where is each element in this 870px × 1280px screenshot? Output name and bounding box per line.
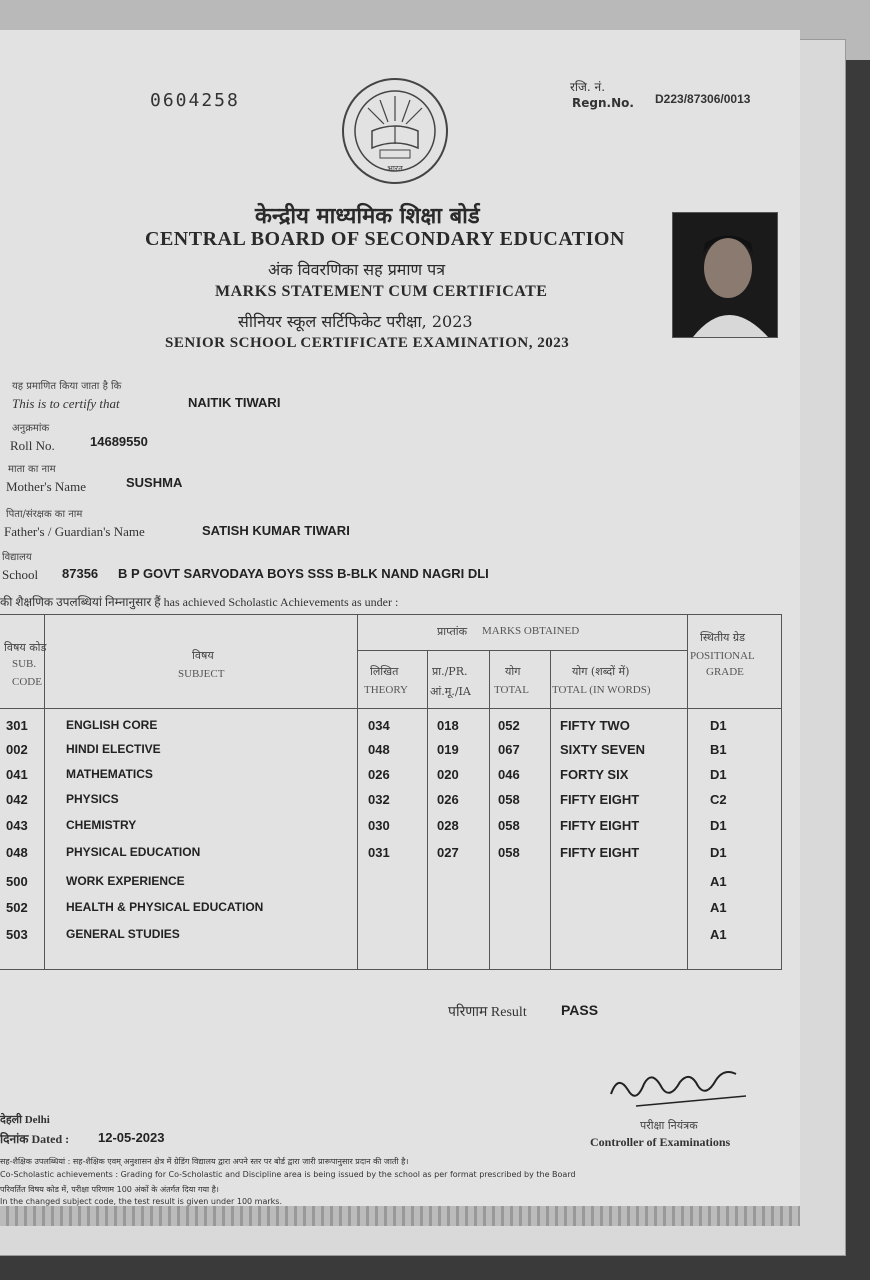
school-label: School <box>2 567 39 582</box>
cell-ia: 019 <box>437 742 459 757</box>
certify-label: This is to certify that <box>12 396 120 411</box>
cell-total-words: FIFTY TWO <box>560 718 630 733</box>
board-name-hindi: केन्द्रीय माध्यमिक शिक्षा बोर्ड <box>255 203 480 229</box>
cell-code: 301 <box>6 718 28 733</box>
footnote-hindi-1: सह-शैक्षिक उपलब्धियां : सह-शैक्षिक एवम् अनुशासन क्षेत्र में ग्रेडिंग विद्यालय द्वारा अपने स्तर पर बोर्ड द्वारा जारी प्रारूपानुसार प्रदान की जाती है। <box>0 1157 409 1166</box>
cell-grade: B1 <box>710 742 727 757</box>
cell-subject: PHYSICS <box>66 792 119 806</box>
header-code-2: CODE <box>12 676 42 688</box>
header-subject-hindi: विषय <box>192 649 214 662</box>
footnote-1: Co-Scholastic achievements : Grading for Co-Scholastic and Discipline area is being issued by the school as per format prescribed by the Board <box>0 1170 576 1179</box>
cell-total-words: FORTY SIX <box>560 767 629 782</box>
cell-total-words: FIFTY EIGHT <box>560 818 640 833</box>
cell-ia: 026 <box>437 792 459 807</box>
header-grade-hindi: स्थितीय ग्रेड <box>700 631 746 644</box>
date-of-issue: 12-05-2023 <box>98 1130 165 1145</box>
statement-title: MARKS STATEMENT CUM CERTIFICATE <box>215 283 548 300</box>
roll-label-hindi: अनुक्रमांक <box>12 423 50 434</box>
student-name: NAITIK TIWARI <box>188 395 281 410</box>
col-divider <box>550 650 551 970</box>
header-marks-hindi: प्राप्तांक <box>437 625 468 638</box>
footnote-hindi-2: परिवर्तित विषय कोड में, परीक्षा परिणाम 100 अंकों के अंतर्गत दिया गया है। <box>0 1185 219 1194</box>
board-name: CENTRAL BOARD OF SECONDARY EDUCATION <box>145 228 625 250</box>
seal-text: भारत <box>387 164 403 173</box>
cell-theory: 034 <box>368 718 390 733</box>
row-divider <box>357 650 687 651</box>
header-code-hindi: विषय कोड <box>4 641 47 654</box>
statement-title-hindi: अंक विवरणिका सह प्रमाण पत्र <box>268 260 446 279</box>
cell-total-words: SIXTY SEVEN <box>560 742 646 757</box>
father-name: SATISH KUMAR TIWARI <box>202 523 350 538</box>
footnote-2: In the changed subject code, the test result is given under 100 marks. <box>0 1197 282 1206</box>
cell-theory: 031 <box>368 845 390 860</box>
header-total: TOTAL <box>494 684 529 696</box>
cell-total-words: FIFTY EIGHT <box>560 845 640 860</box>
cell-ia: 027 <box>437 845 459 860</box>
cell-total-words: FIFTY EIGHT <box>560 792 640 807</box>
place: देहली Delhi <box>0 1114 50 1126</box>
cell-code: 048 <box>6 845 28 860</box>
cell-ia: 028 <box>437 818 459 833</box>
cbse-seal-icon <box>340 76 450 186</box>
row-divider <box>0 708 782 709</box>
cell-code: 042 <box>6 792 28 807</box>
roll-number: 14689550 <box>90 434 148 449</box>
cell-grade: A1 <box>710 900 727 915</box>
serial-number: 0604258 <box>150 90 240 111</box>
cell-grade: D1 <box>710 818 727 833</box>
cell-subject: HEALTH & PHYSICAL EDUCATION <box>66 900 264 914</box>
cell-subject: GENERAL STUDIES <box>66 927 180 941</box>
col-divider <box>44 614 45 970</box>
cell-theory: 032 <box>368 792 390 807</box>
cell-grade: D1 <box>710 767 727 782</box>
result-label: परिणाम Result <box>448 1005 527 1020</box>
cell-subject: ENGLISH CORE <box>66 718 158 732</box>
cell-grade: A1 <box>710 874 727 889</box>
achievements-intro: की शैक्षणिक उपलब्धियां निम्नानुसार हैं has achieved Scholastic Achievements as under : <box>0 595 399 609</box>
header-grade: POSITIONAL <box>690 650 755 662</box>
cell-total: 052 <box>498 718 520 733</box>
cell-grade: A1 <box>710 927 727 942</box>
cell-subject: MATHEMATICS <box>66 767 153 781</box>
controller-label-hindi: परीक्षा नियंत्रक <box>640 1119 698 1132</box>
cell-total: 067 <box>498 742 520 757</box>
cell-total: 058 <box>498 818 520 833</box>
cell-total: 046 <box>498 767 520 782</box>
mother-label-hindi: माता का नाम <box>8 464 56 475</box>
cell-total: 058 <box>498 792 520 807</box>
school-label-hindi: विद्यालय <box>2 552 32 563</box>
cell-theory: 026 <box>368 767 390 782</box>
certify-label-hindi: यह प्रमाणित किया जाता है कि <box>12 381 122 392</box>
mother-name: SUSHMA <box>126 475 183 490</box>
cell-code: 502 <box>6 900 28 915</box>
cell-ia: 018 <box>437 718 459 733</box>
header-code: SUB. <box>12 658 37 670</box>
result-value: PASS <box>561 1002 599 1018</box>
cell-total: 058 <box>498 845 520 860</box>
signature-icon <box>606 1064 756 1114</box>
school-name: B P GOVT SARVODAYA BOYS SSS B-BLK NAND NAGRI DLI <box>118 566 489 581</box>
roll-label: Roll No. <box>10 438 55 453</box>
header-total-hindi: योग <box>505 665 521 678</box>
regn-label: Regn.No. <box>572 96 634 110</box>
cell-code: 503 <box>6 927 28 942</box>
cell-theory: 030 <box>368 818 390 833</box>
cell-subject: HINDI ELECTIVE <box>66 742 161 756</box>
exam-title: SENIOR SCHOOL CERTIFICATE EXAMINATION, 2023 <box>165 335 570 351</box>
cell-code: 043 <box>6 818 28 833</box>
cell-code: 500 <box>6 874 28 889</box>
header-subject: SUBJECT <box>178 668 225 680</box>
school-code: 87356 <box>62 566 99 581</box>
col-divider <box>427 650 428 970</box>
controller-label: Controller of Examinations <box>590 1135 731 1149</box>
header-ia: आं.मू./IA <box>430 685 471 698</box>
cell-grade: D1 <box>710 718 727 733</box>
regn-number: D223/87306/0013 <box>655 92 751 106</box>
header-pr: प्रा./PR. <box>432 665 468 678</box>
cell-code: 041 <box>6 767 28 782</box>
father-label-hindi: पिता/संरक्षक का नाम <box>6 509 83 520</box>
header-words-hindi: योग (शब्दों में) <box>572 665 630 678</box>
father-label: Father's / Guardian's Name <box>4 524 145 539</box>
cell-subject: WORK EXPERIENCE <box>66 874 185 888</box>
cell-code: 002 <box>6 742 28 757</box>
mother-label: Mother's Name <box>6 479 86 494</box>
col-divider <box>489 650 490 970</box>
exam-title-hindi: सीनियर स्कूल सर्टिफिकेट परीक्षा, 2023 <box>238 312 473 331</box>
col-divider <box>687 614 688 970</box>
header-words: TOTAL (IN WORDS) <box>552 684 651 696</box>
dated-label: दिनांक Dated : <box>0 1132 70 1146</box>
cell-subject: PHYSICAL EDUCATION <box>66 845 201 859</box>
cell-ia: 020 <box>437 767 459 782</box>
cell-subject: CHEMISTRY <box>66 818 137 832</box>
student-photo <box>672 212 778 338</box>
header-theory: THEORY <box>364 684 408 696</box>
security-strip <box>0 1206 800 1226</box>
header-marks: MARKS OBTAINED <box>482 625 580 637</box>
cell-theory: 048 <box>368 742 390 757</box>
cell-grade: C2 <box>710 792 727 807</box>
header-grade-2: GRADE <box>706 666 744 678</box>
cell-grade: D1 <box>710 845 727 860</box>
regn-label-hindi: रजि. नं. <box>570 80 606 94</box>
col-divider <box>357 614 358 970</box>
header-theory-hindi: लिखित <box>370 665 399 678</box>
